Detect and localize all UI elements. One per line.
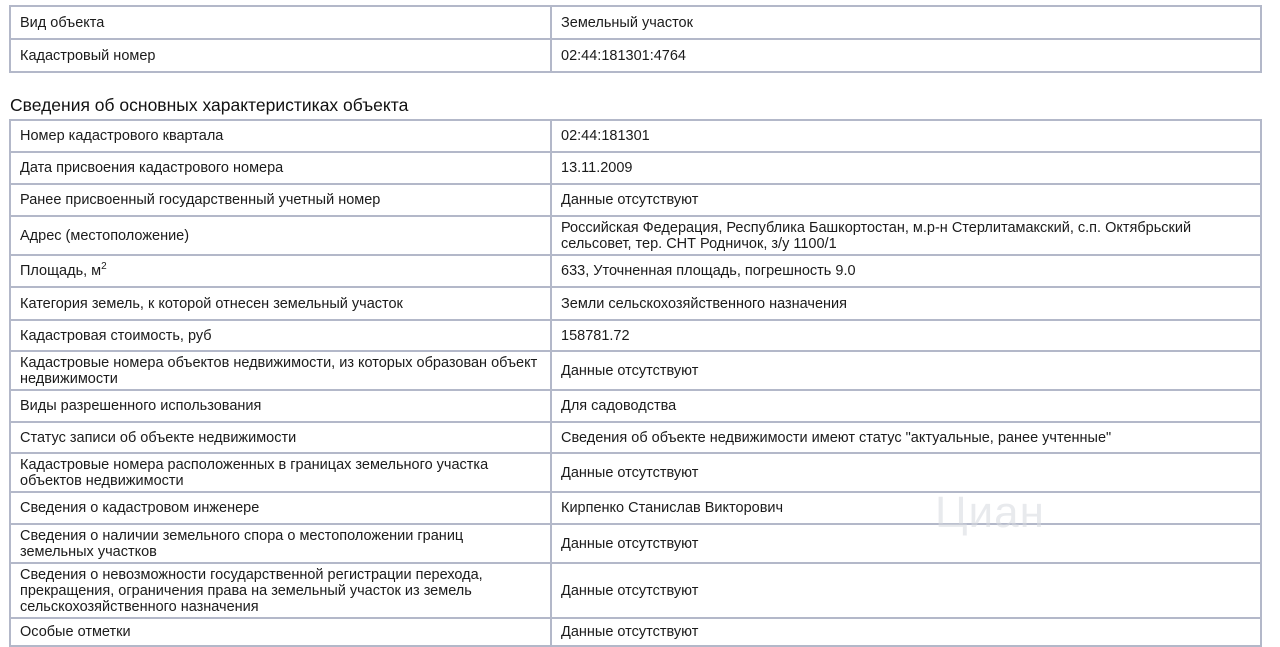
table-row [10, 422, 1261, 453]
row-label: Адрес (местоположение) [10, 216, 551, 255]
table-row [10, 390, 1261, 422]
characteristics-table [9, 119, 1262, 647]
row-label: Сведения о невозможности государственной регистрации перехода, прекращения, ограничения права на земельный участок из земель сельскохозяйственного назначения [10, 563, 551, 618]
cadastral-number-label: Кадастровый номер [10, 39, 551, 72]
row-label: Статус записи об объекте недвижимости [10, 422, 551, 453]
row-value: Данные отсутствуют [551, 184, 1261, 216]
row-label: Виды разрешенного использования [10, 390, 551, 422]
area-unit-superscript: 2 [101, 261, 107, 273]
table-row [10, 453, 1261, 492]
table-row [10, 6, 1261, 39]
area-label-text: Площадь, м [20, 263, 102, 279]
row-value: 633, Уточненная площадь, погрешность 9.0 [551, 255, 1261, 287]
row-value: Земли сельскохозяйственного назначения [551, 287, 1261, 320]
table-row [10, 320, 1261, 351]
table-row [10, 492, 1261, 524]
table-row [10, 563, 1261, 618]
table-row [10, 39, 1261, 72]
section-title: Сведения об основных характеристиках объекта [10, 95, 409, 115]
row-label: Ранее присвоенный государственный учетный номер [10, 184, 551, 216]
object-type-value: Земельный участок [551, 6, 1261, 39]
row-label: Кадастровая стоимость, руб [10, 320, 551, 351]
object-type-label: Вид объекта [10, 6, 551, 39]
row-value: Российская Федерация, Республика Башкортостан, м.р-н Стерлитамакский, с.п. Октябрьский сельсовет, тер. СНТ Родничок, з/у 1100/1 [551, 216, 1261, 255]
row-label: Дата присвоения кадастрового номера [10, 152, 551, 184]
table-row [10, 287, 1261, 320]
table-row [10, 618, 1261, 646]
row-value: Данные отсутствуют [551, 618, 1261, 646]
object-info-page [9, 5, 1260, 647]
row-value: Данные отсутствуют [551, 563, 1261, 618]
table-row [10, 255, 1261, 287]
row-label: Кадастровые номера расположенных в границах земельного участка объектов недвижимости [10, 453, 551, 492]
area-label [10, 255, 551, 287]
row-label: Особые отметки [10, 618, 551, 646]
row-value: 13.11.2009 [551, 152, 1261, 184]
object-summary-table [9, 5, 1262, 73]
row-value: Кирпенко Станислав Викторович [551, 492, 1261, 524]
row-value: Данные отсутствуют [551, 453, 1261, 492]
row-label: Категория земель, к которой отнесен земельный участок [10, 287, 551, 320]
row-value: Данные отсутствуют [551, 524, 1261, 563]
row-value: 158781.72 [551, 320, 1261, 351]
row-label: Сведения о наличии земельного спора о местоположении границ земельных участков [10, 524, 551, 563]
row-value: 02:44:181301 [551, 120, 1261, 152]
row-label: Кадастровые номера объектов недвижимости, из которых образован объект недвижимости [10, 351, 551, 390]
row-label: Сведения о кадастровом инженере [10, 492, 551, 524]
cian-watermark: Циан [935, 488, 1045, 537]
table-row [10, 152, 1261, 184]
table-row [10, 120, 1261, 152]
table-row [10, 184, 1261, 216]
table-row [10, 351, 1261, 390]
table-row [10, 524, 1261, 563]
row-value: Данные отсутствуют [551, 351, 1261, 390]
row-value: Сведения об объекте недвижимости имеют статус "актуальные, ранее учтенные" [551, 422, 1261, 453]
row-value: Для садоводства [551, 390, 1261, 422]
cadastral-number-value: 02:44:181301:4764 [551, 39, 1261, 72]
table-row [10, 216, 1261, 255]
row-label: Номер кадастрового квартала [10, 120, 551, 152]
